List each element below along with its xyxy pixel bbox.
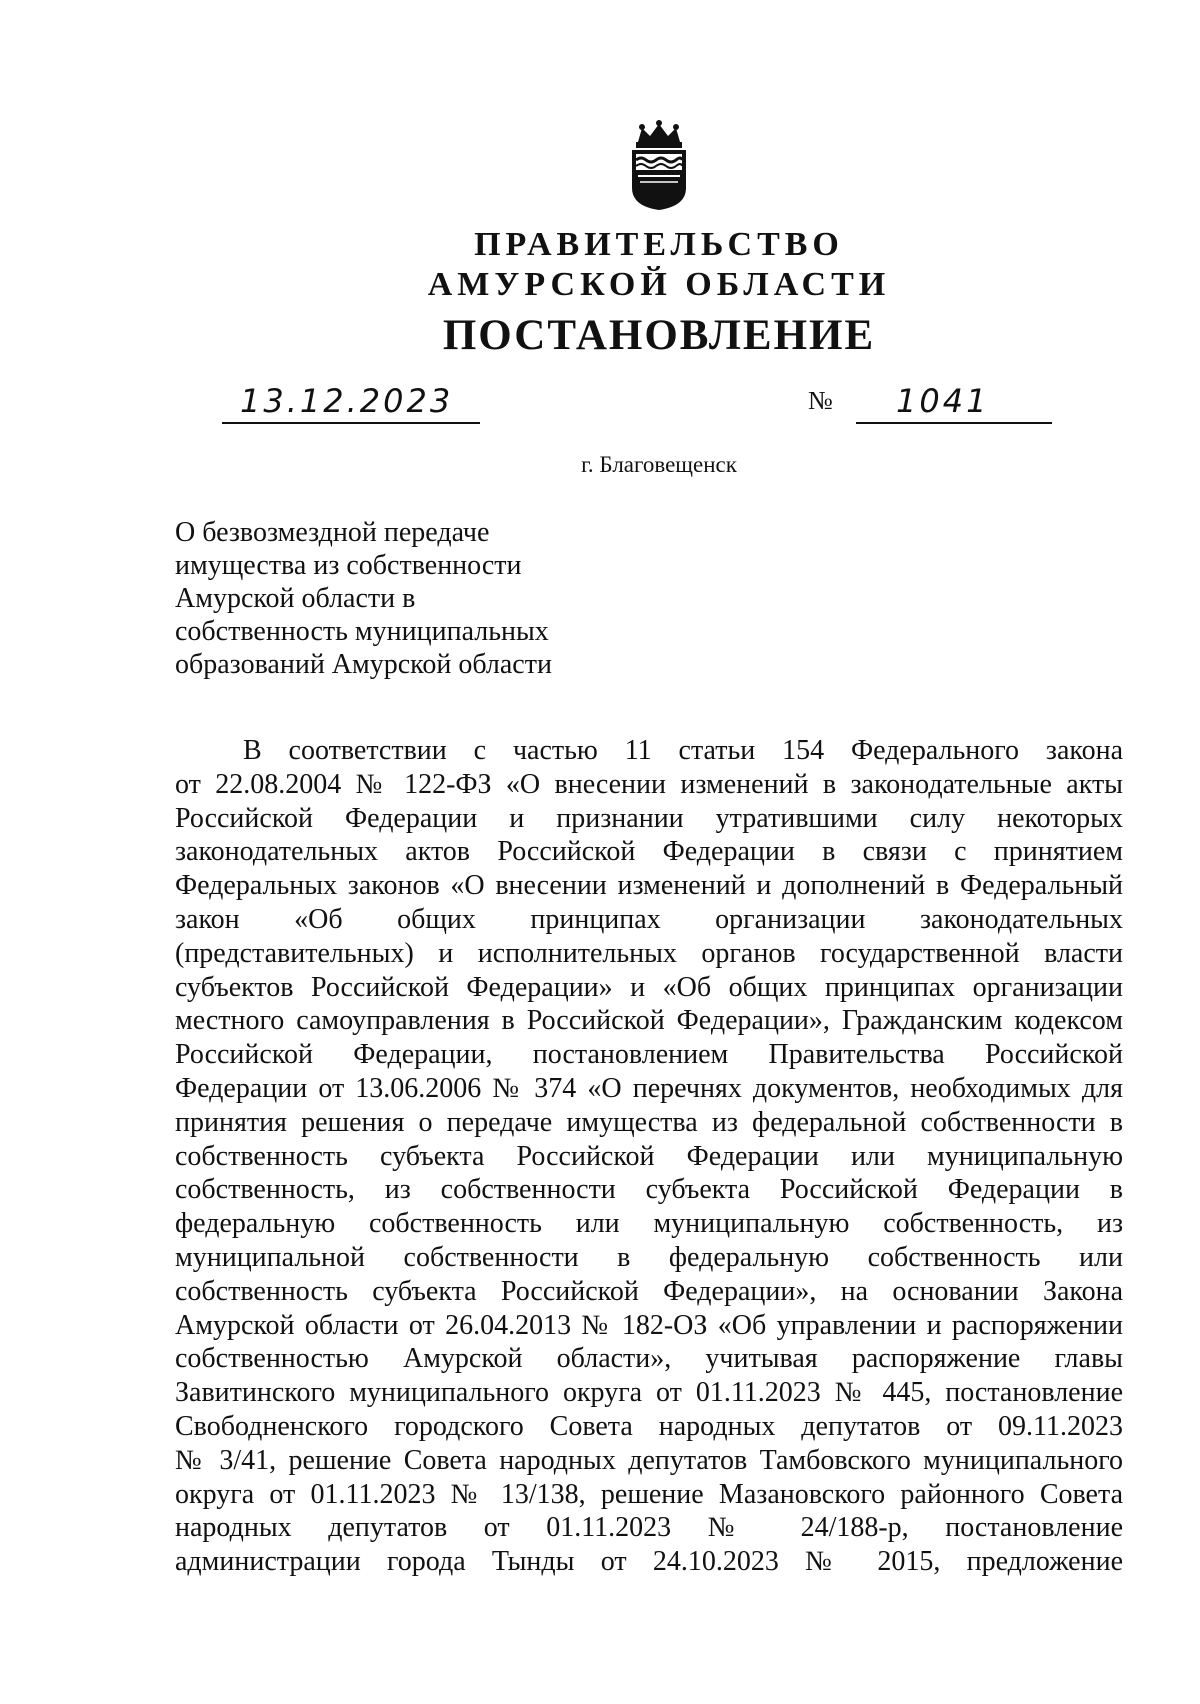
body-line: Завитинского муниципального округа от 01.11.2023 № 445, постановление bbox=[175, 1377, 1123, 1409]
document-subject bbox=[175, 516, 552, 681]
subject-line: имущества из собственности bbox=[175, 550, 522, 581]
government-name-line2: АМУРСКОЙ ОБЛАСТИ bbox=[427, 266, 891, 303]
subject-line: Амурской области в bbox=[175, 583, 416, 614]
subject-line: образований Амурской области bbox=[175, 649, 552, 680]
body-line: закон «Об общих принципах организации законодательных bbox=[175, 903, 1123, 935]
body-line: принятия решения о передаче имущества из федеральной собственности в bbox=[175, 1106, 1123, 1138]
handwritten-number: 1041 bbox=[896, 382, 990, 420]
government-name-line1: ПРАВИТЕЛЬСТВО bbox=[474, 226, 844, 263]
body-line: № 3/41, решение Совета народных депутатов Тамбовского муниципального bbox=[175, 1444, 1123, 1476]
body-line: собственностью Амурской области», учитывая распоряжение главы bbox=[175, 1343, 1123, 1375]
body-line: (представительных) и исполнительных органов государственной власти bbox=[175, 937, 1123, 969]
body-line: местного самоуправления в Российской Федерации», Гражданским кодексом bbox=[175, 1005, 1123, 1037]
body-line: федеральную собственность или муниципальную собственность, из bbox=[175, 1208, 1123, 1240]
amur-oblast-coat-of-arms-icon bbox=[626, 120, 692, 212]
subject-line: собственность муниципальных bbox=[175, 616, 549, 647]
number-label: № bbox=[808, 386, 833, 415]
subject-line: О безвозмездной передаче bbox=[175, 517, 490, 548]
body-line: Амурской области от 26.04.2013 № 182-ОЗ «Об управлении и распоряжении bbox=[175, 1309, 1123, 1341]
body-line: Свободненского городского Совета народных депутатов от 09.11.2023 bbox=[175, 1410, 1123, 1442]
body-line: Федеральных законов «О внесении изменений и дополнений в Федеральный bbox=[175, 870, 1123, 902]
body-line: собственность, из собственности субъекта Российской Федерации в bbox=[175, 1174, 1123, 1206]
body-line: В соответствии с частью 11 статьи 154 Федерального закона bbox=[243, 735, 1123, 766]
body-line: Российской Федерации, постановлением Правительства Российской bbox=[175, 1039, 1123, 1071]
body-line: субъектов Российской Федерации» и «Об общих принципах организации bbox=[175, 971, 1123, 1003]
handwritten-date: 13.12.2023 bbox=[240, 382, 454, 420]
body-line: округа от 01.11.2023 № 13/138, решение Мазановского районного Совета bbox=[175, 1478, 1123, 1510]
body-line: собственность субъекта Российской Федерации», на основании Закона bbox=[175, 1275, 1123, 1307]
body-line: законодательных актов Российской Федерации в связи с принятием bbox=[175, 836, 1123, 868]
body-line: от 22.08.2004 № 122-ФЗ «О внесении изменений в законодательные акты bbox=[175, 768, 1123, 800]
date-field bbox=[222, 378, 480, 424]
body-line: собственность субъекта Российской Федерации или муниципальную bbox=[175, 1140, 1123, 1172]
body-line: народных депутатов от 01.11.2023 № 24/188-р, постановление bbox=[175, 1512, 1123, 1544]
body-line: Федерации от 13.06.2006 № 374 «О перечнях документов, необходимых для bbox=[175, 1072, 1123, 1104]
body-line: Российской Федерации и признании утратившими силу некоторых bbox=[175, 802, 1123, 834]
city-line: г. Благовещенск bbox=[581, 452, 737, 477]
document-type-title: ПОСТАНОВЛЕНИЕ bbox=[442, 312, 876, 359]
body-paragraph bbox=[175, 734, 1123, 1579]
body-line: муниципальной собственности в федеральную собственность или bbox=[175, 1241, 1123, 1273]
body-line: администрации города Тынды от 24.10.2023 № 2015, предложение bbox=[175, 1546, 1123, 1578]
number-field bbox=[856, 378, 1052, 424]
